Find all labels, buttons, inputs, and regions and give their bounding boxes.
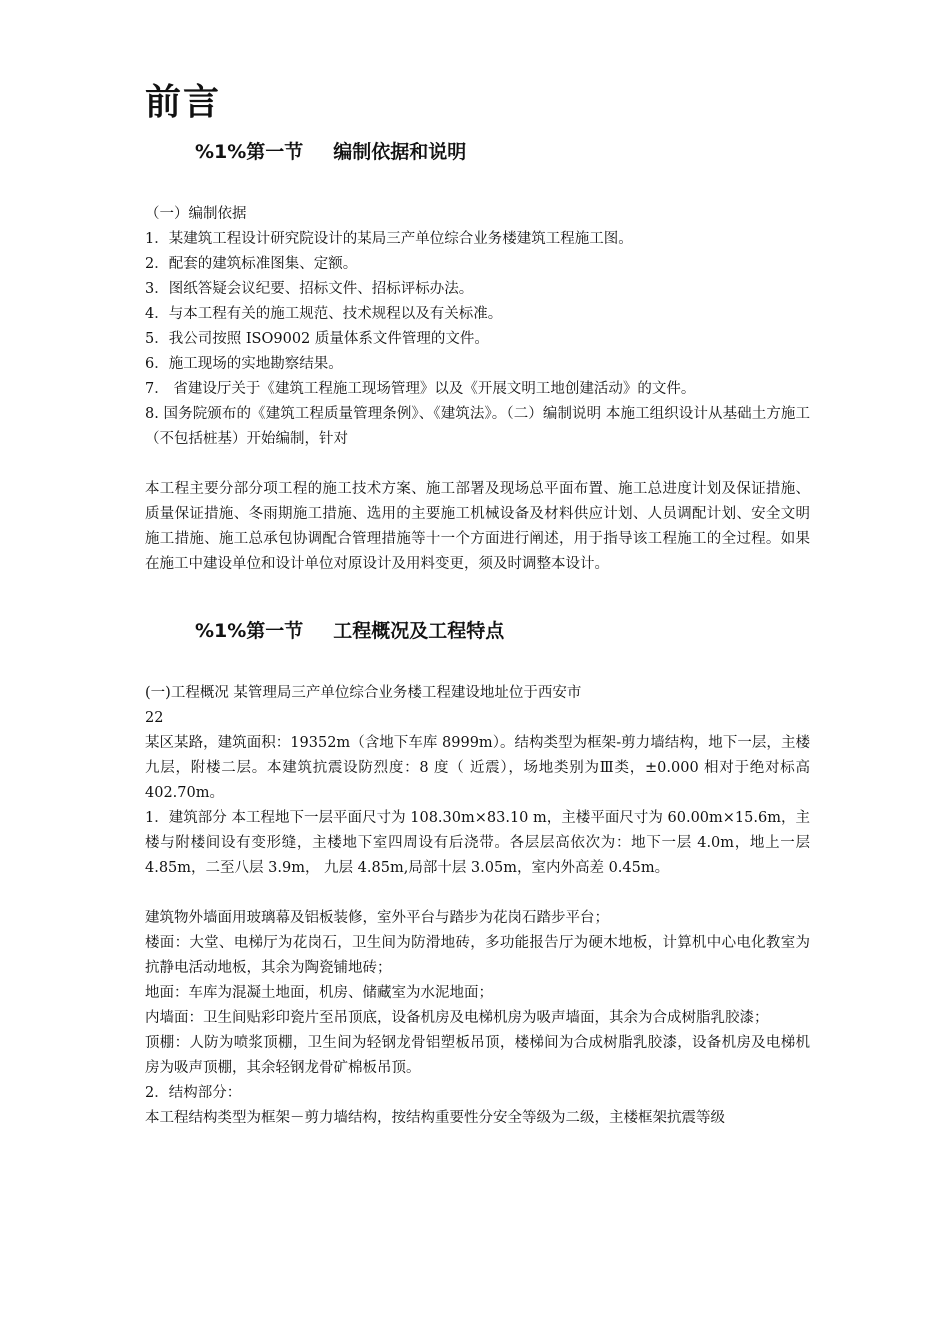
basis-line: 8. 国务院颁布的《建筑工程质量管理条例》、《建筑法》。（二）编制说明 本施工组织设计从基础土方施工（不包括桩基）开始编制，针对 <box>145 406 810 447</box>
finish-line: 2．结构部分： <box>145 1085 242 1101</box>
intro-paragraph: 本工程主要分部分项工程的施工技术方案、施工部署及现场总平面布置、施工总进度计划及保证措施、质量保证措施、冬雨期施工措施、选用的主要施工机械设备及材料供应计划、人员调配计划、安全文明施工措施、施工总承包协调配合管理措施等十一个方面进行阐述，用于指导该工程施工的全过程。如果在施工中建设单位和设计单位对原设计及用料变更，须及时调整本设计。 <box>145 481 810 572</box>
section-heading-1 <box>145 138 810 166</box>
finish-line: 本工程结构类型为框架－剪力墙结构，按结构重要性分安全等级为二级，主楼框架抗震等级 <box>145 1110 725 1126</box>
section-label: %1%第一节 <box>195 141 304 163</box>
document-page <box>145 78 810 1131</box>
finish-line: 顶棚：人防为喷浆顶棚，卫生间为轻钢龙骨铝塑板吊顶，楼梯间为合成树脂乳胶漆，设备机房及电梯机房为吸声顶棚，其余轻钢龙骨矿棉板吊顶。 <box>145 1035 810 1076</box>
overview-block <box>145 681 810 881</box>
overview-line: 1．建筑部分 本工程地下一层平面尺寸为 108.30m×83.10 m，主楼平面尺寸为 60.00m×15.6m，主楼与附楼间设有变形缝，主楼地下室四周设有后浇带。各层层高依次为：地下一层 4.0m，地上一层 4.85m，二至八层 3.9m， 九层 4.85m,局部十层 3.05m，室内外高差 0.45m。 <box>145 810 810 876</box>
overview-line: (一)工程概况 某管理局三产单位综合业务楼工程建设地址位于西安市 <box>145 685 582 701</box>
basis-line: 3．图纸答疑会议纪要、招标文件、招标评标办法。 <box>145 281 474 297</box>
finish-line: 楼面：大堂、电梯厅为花岗石，卫生间为防滑地砖，多功能报告厅为硬木地板，计算机中心电化教室为抗静电活动地板，其余为陶瓷铺地砖； <box>145 935 810 976</box>
basis-line: 7． 省建设厅关于《建筑工程施工现场管理》以及《开展文明工地创建活动》的文件。 <box>145 381 696 397</box>
section-heading-2 <box>145 617 810 645</box>
basis-line: 5．我公司按照 ISO9002 质量体系文件管理的文件。 <box>145 331 489 347</box>
basis-list <box>145 202 810 452</box>
section-name: 编制依据和说明 <box>333 141 467 163</box>
basis-line: 4．与本工程有关的施工规范、技术规程以及有关标准。 <box>145 306 503 322</box>
finish-line: 地面：车库为混凝土地面，机房、储藏室为水泥地面； <box>145 985 493 1001</box>
page-title: 前言 <box>145 82 222 123</box>
basis-line: 2．配套的建筑标准图集、定额。 <box>145 256 358 272</box>
page-number: 22 <box>145 710 164 726</box>
section-label: %1%第一节 <box>195 620 304 642</box>
section-name: 工程概况及工程特点 <box>333 620 505 642</box>
finish-line: 建筑物外墙面用玻璃幕及铝板装修，室外平台与踏步为花岗石踏步平台； <box>145 910 609 926</box>
basis-line: 1．某建筑工程设计研究院设计的某局三产单位综合业务楼建筑工程施工图。 <box>145 231 633 247</box>
finishes-block <box>145 906 810 1131</box>
basis-line: （一）编制依据 <box>145 206 247 222</box>
finish-line: 内墙面：卫生间贴彩印瓷片至吊顶底，设备机房及电梯机房为吸声墙面，其余为合成树脂乳胶漆； <box>145 1010 769 1026</box>
basis-line: 6．施工现场的实地勘察结果。 <box>145 356 343 372</box>
overview-line: 某区某路，建筑面积：19352m（含地下车库 8999m）。结构类型为框架-剪力墙结构，地下一层，主楼九层，附楼二层。本建筑抗震设防烈度：8 度（ 近震），场地类别为Ⅲ类，±0.000 相对于绝对标高 402.70m。 <box>145 735 810 801</box>
